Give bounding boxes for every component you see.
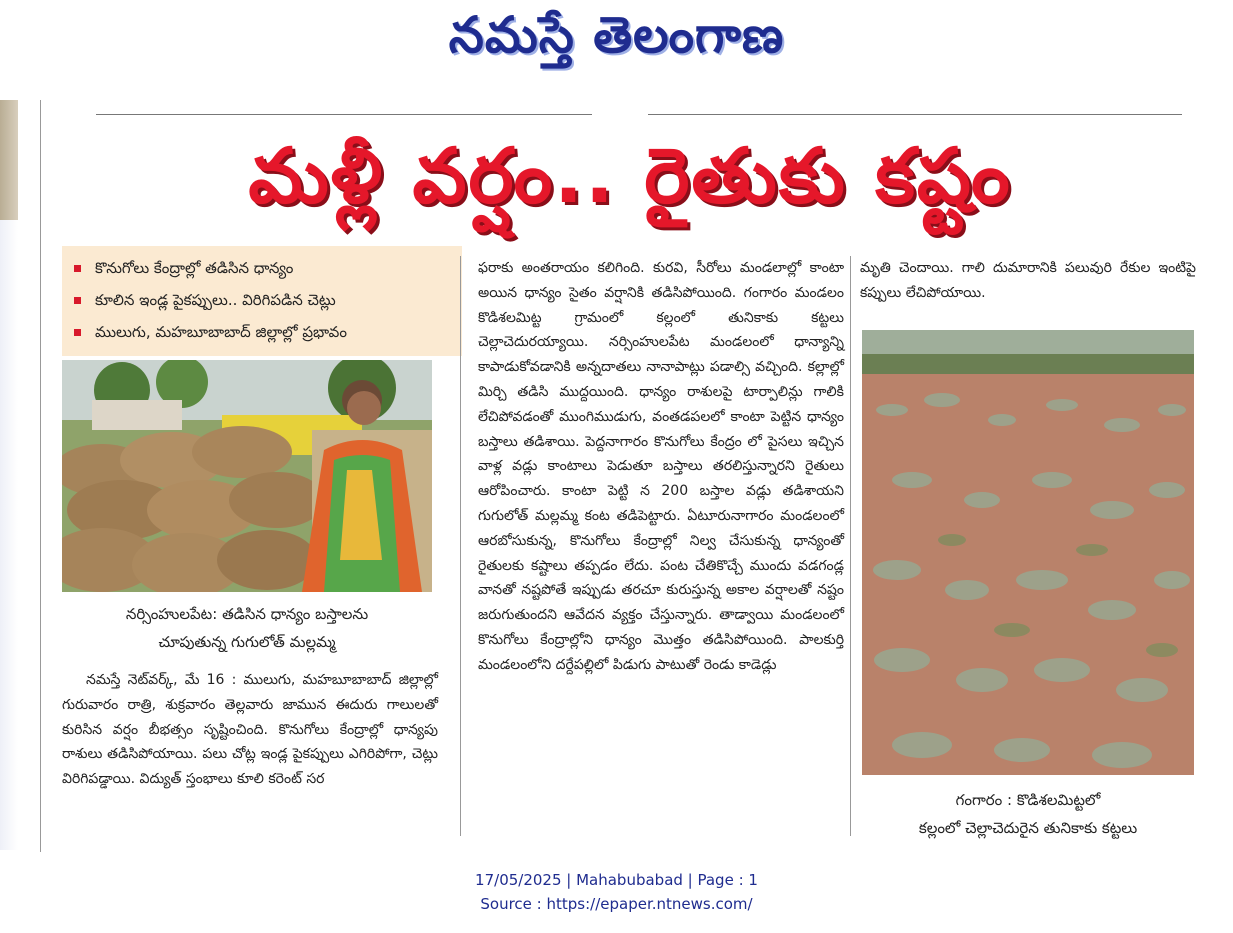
newspaper-logo: నమస్తే తెలంగాణ <box>448 6 785 64</box>
field-photo <box>862 330 1194 775</box>
footer-date-edition: 17/05/2025 | Mahabubabad | Page : 1 <box>475 871 758 889</box>
bullet-square-icon <box>74 329 81 336</box>
article-column-2: ఫరాకు అంతరాయం కలిగింది. కురవి, సీరోలు మండలాల్లో కాంటా అయిన ధాన్యం సైతం వర్షానికి తడిసిపోయింది. గంగారం మండలం కొడిశలమిట్ట గ్రామంలో కల్లంలో తునికాకు కట్టలు చెల్లాచెదురయ్యాయి. నర్సింహులపేట మండలంలో ధాన్యాన్ని కాపాడుకోవడానికి అన్నదాతలు నానాపాట్లు పడాల్సి వచ్చింది. కల్లాల్లో మిర్చి తడిసి ముద్దయింది. ధాన్యం రాశులపై టార్పాలిన్లు గాలికి లేచిపోవడంతో ముంగిముడుగు, వంతడపలలో కాంటా పెట్టిన ధాన్యం బస్తాలు తడిశాయి. పెద్దనాగారం కొనుగోలు కేంద్రం లో పైసలు ఇచ్చిన వాళ్ల వడ్లు కాంటాలు పెడుతూ బస్తాలు తరలిస్తున్నారని రైతులు ఆరోపించారు. కాంటా పెట్టి న 200 బస్తాల వడ్లు తడిశాయని గుగులోత్ మల్లమ్మ కంట తడిపెట్టారు. ఏటూరునాగారం మండలంలో ఆరబోసుకున్న, కొనుగోలు కేంద్రాల్లో నిల్వ చేసుకున్న ధాన్యంతో రైతులకు కష్టాలు తప్పడం లేదు. పంట చేతికొచ్చే ముందు వడగండ్ల వానతో నష్టపోతే ఇప్పుడు తరచూ కురుస్తున్న అకాల వర్షాలతో నష్టం జరుగుతుందని ఆవేదన వ్యక్తం చేస్తున్నారు. తాడ్వాయి మండలంలో కొనుగోలు కేంద్రాల్లోని ధాన్యం మొత్తం తడిసిపోయింది. పాలకుర్తి మండలంలోని దర్దేపల్లిలో పిడుగు పాటుతో రెండు కాడెడ్లు <box>478 260 844 673</box>
photo2-caption: గంగారం : కొడిశలమిట్టలో కల్లంలో చెల్లాచెదురైన తునికాకు కట్టలు <box>918 791 1138 837</box>
bullet-square-icon <box>74 265 81 272</box>
column-rule <box>460 256 461 836</box>
photo-scattered-leaf-bundles <box>862 330 1194 775</box>
highlight-item: కూలిన ఇండ్ల పైకప్పులు.. విరిగిపడిన చెట్లు <box>62 284 462 316</box>
page-left-rule <box>40 100 41 852</box>
grain-bags-photo <box>62 360 432 592</box>
bullet-square-icon <box>74 297 81 304</box>
article-column-3: మృతి చెందాయి. గాలి దుమారానికి పలువురి రేకుల ఇంటిపై కప్పులు లేచిపోయాయి. <box>860 260 1196 301</box>
masthead <box>0 0 1233 92</box>
highlight-item: ములుగు, మహబూబాబాద్ జిల్లాల్లో ప్రభావం <box>62 316 462 348</box>
page-footer <box>0 868 1233 916</box>
cropped-previous-article-line-right <box>648 100 1182 115</box>
adjacent-page-edge-lower <box>0 220 18 850</box>
photo-farmer-with-grain-bags <box>62 360 432 592</box>
cropped-previous-article-line <box>96 100 592 115</box>
photo1-caption: నర్సింహులపేట: తడిసిన ధాన్యం బస్తాలను చూపుతున్న గుగులోత్ మల్లమ్మ <box>125 605 369 651</box>
highlights-box <box>62 246 462 356</box>
highlight-item: కొనుగోలు కేంద్రాల్లో తడిసిన ధాన్యం <box>62 252 462 284</box>
column-rule <box>850 256 851 836</box>
adjacent-page-edge <box>0 100 18 220</box>
headline: మళ్లీ వర్షం.. రైతుకు కష్టం <box>248 131 1012 220</box>
footer-source: Source : https://epaper.ntnews.com/ <box>480 895 753 913</box>
article-column-1: నమస్తే నెట్‌వర్క్, మే 16 : ములుగు, మహబూబాబాద్ జిల్లాల్లో గురువారం రాత్రి, శుక్రవారం తెల్లవారు జామున ఈదురు గాలులతో కురిసిన వర్షం బీభత్సం సృష్టించింది. కొనుగోలు కేంద్రాల్లో ధాన్యపు రాశులు తడిసిపోయాయి. పలు చోట్ల ఇండ్ల పైకప్పులు ఎగిరిపోగా, చెట్లు విరిగిపడ్డాయి. విద్యుత్ స్తంభాలు కూలి కరెంట్ సర <box>62 672 438 788</box>
